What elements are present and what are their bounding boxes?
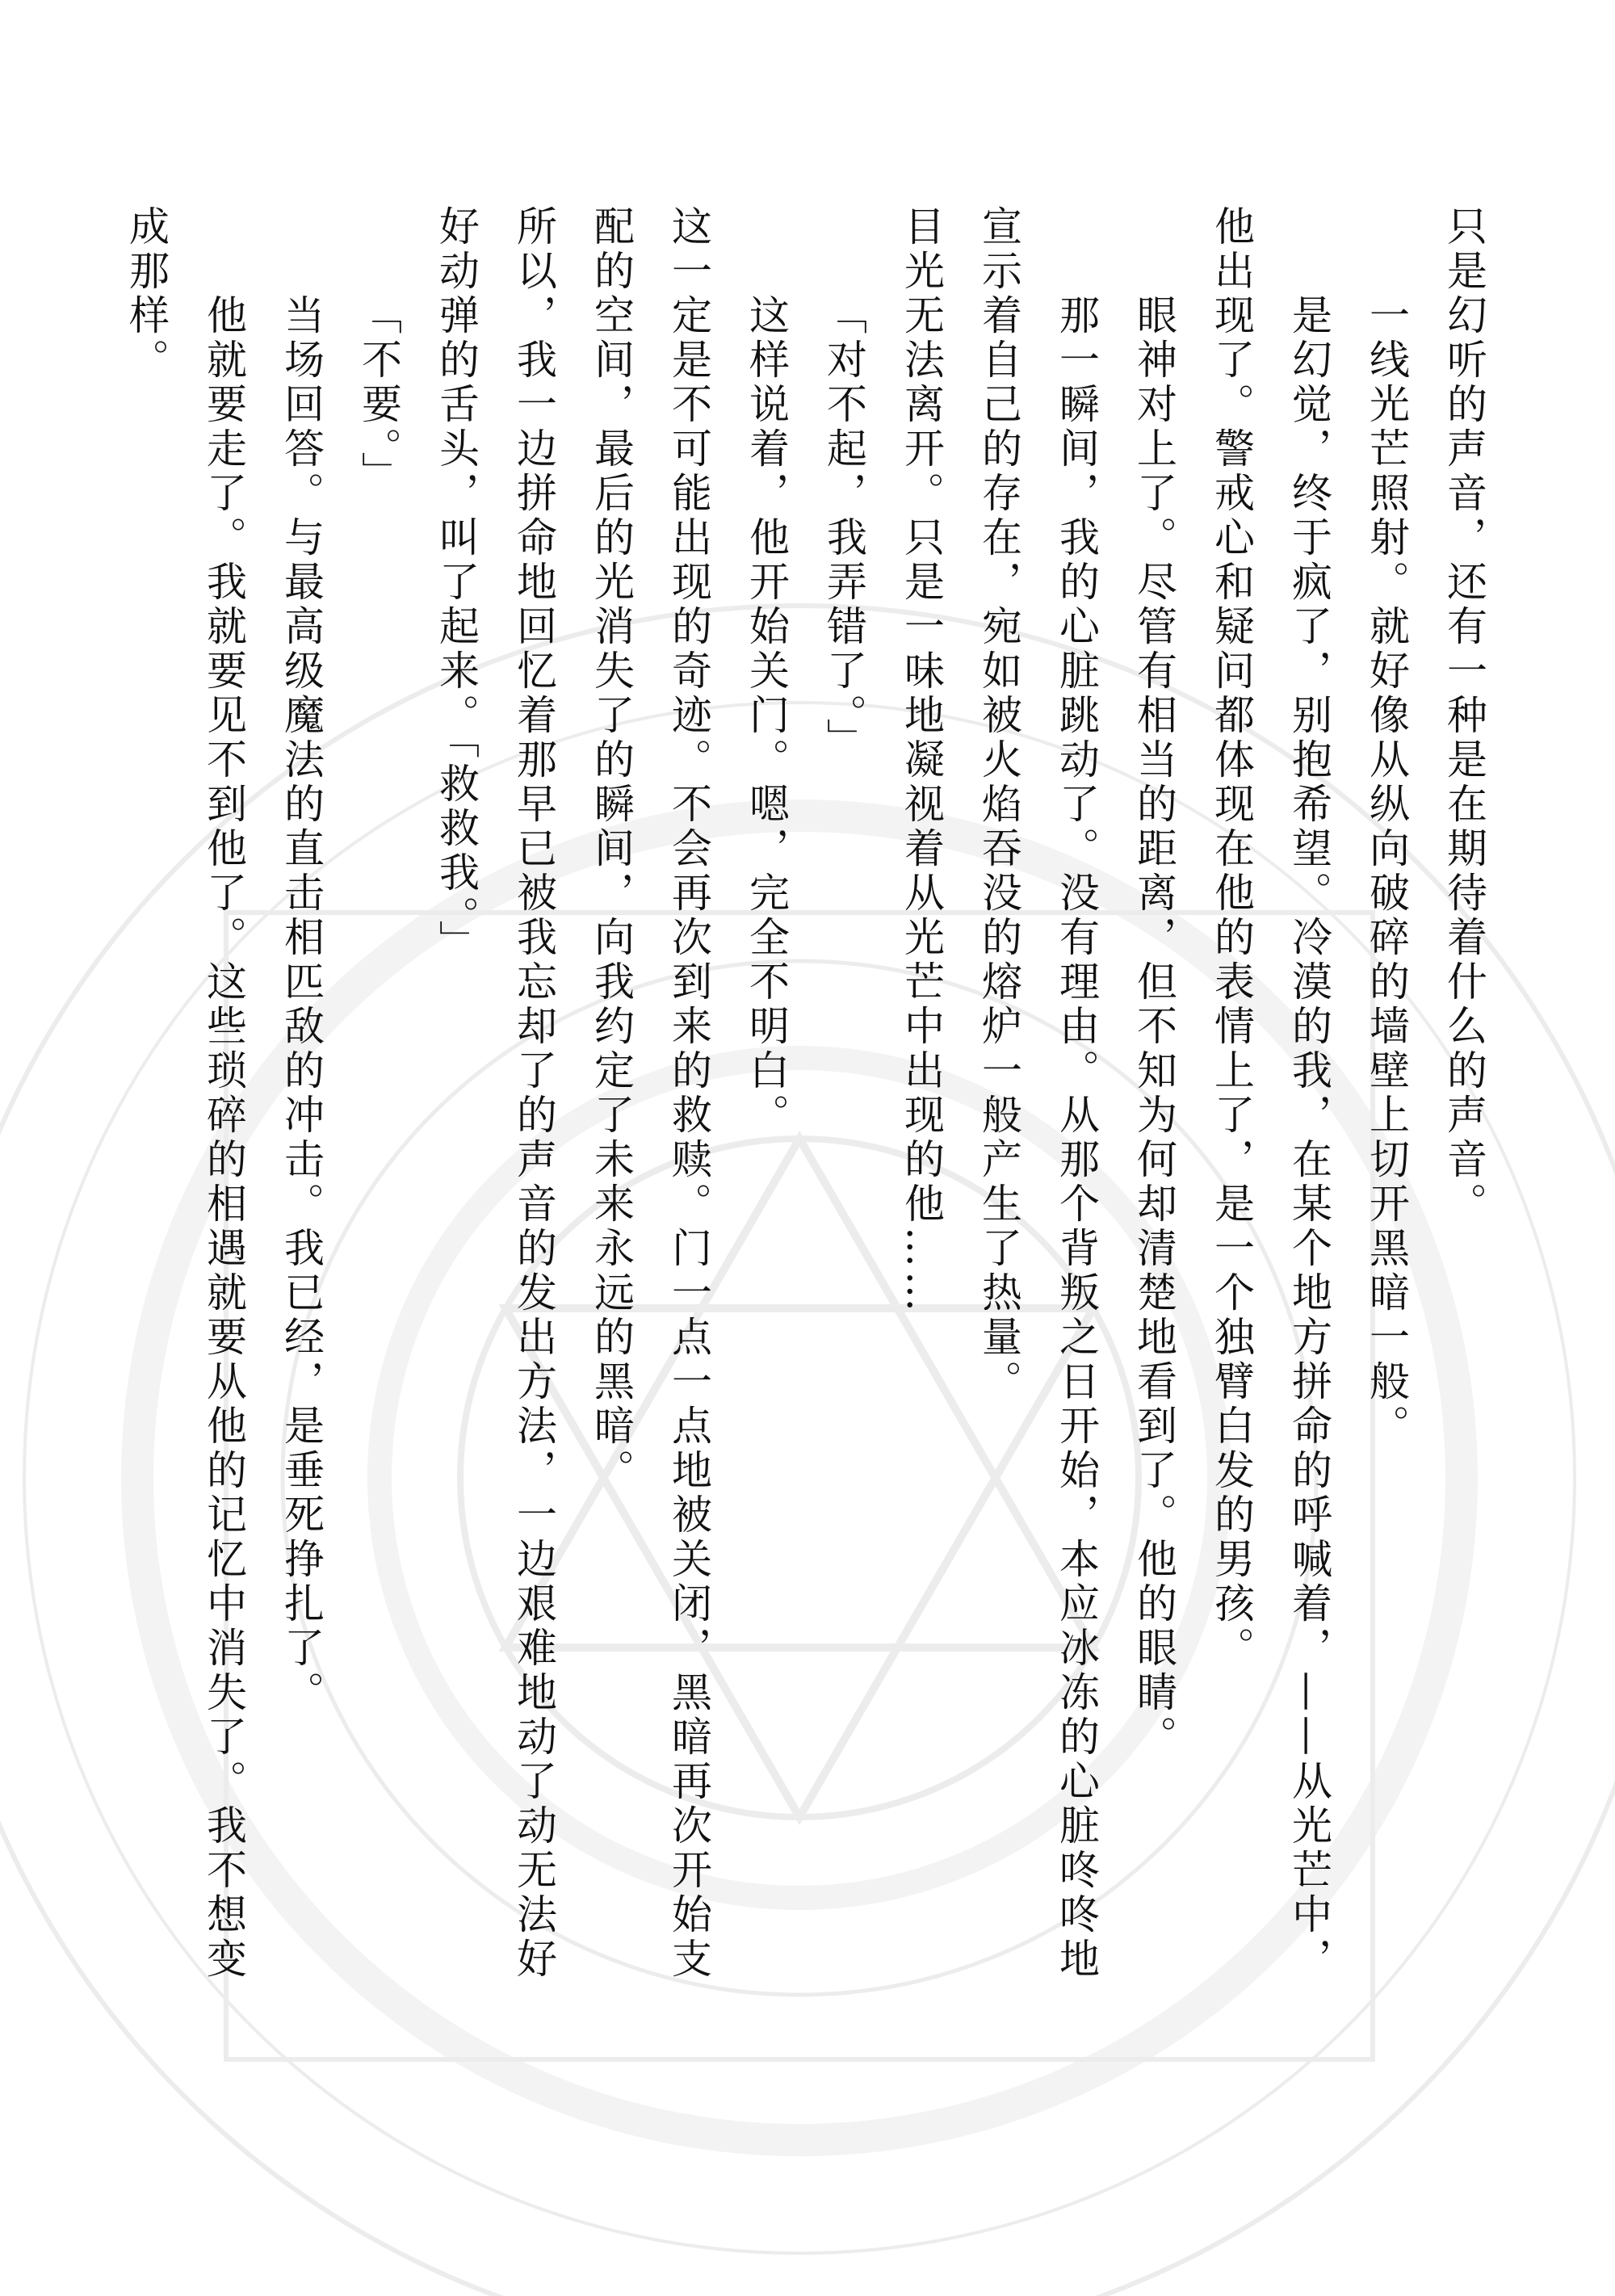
text-line: 这样说着，他开始关门。嗯，完全不明白。	[743, 294, 790, 1138]
vertical-text-body	[107, 205, 1503, 1998]
text-line: 所以，我一边拼命地回忆着那早已被我忘却了的声音的发出方法，一边艰难地动了动无法好	[510, 205, 557, 1982]
text-line: 宣示着自己的存在，宛如被火焰吞没的熔炉一般产生了热量。	[975, 205, 1022, 1404]
text-line: 当场回答。与最高级魔法的直击相匹敌的冲击。我已经，是垂死挣扎了。	[278, 294, 325, 1715]
text-line: 眼神对上了。尽管有相当的距离，但不知为何却清楚地看到了。他的眼睛。	[1130, 294, 1177, 1760]
text-line: 「对不起，我弄错了。」	[820, 294, 867, 762]
text-line: 「不要。」	[355, 294, 402, 496]
text-line: 是幻觉，终于疯了，别抱希望。冷漠的我，在某个地方拼命的呼喊着，——从光芒中，	[1286, 294, 1332, 1982]
text-line: 他就要走了。我就要见不到他了。这些琐碎的相遇就要从他的记忆中消失了。我不想变	[200, 294, 247, 1982]
text-line: 这一定是不可能出现的奇迹。不会再次到来的救赎。门一点一点地被关闭，黑暗再次开始支	[665, 205, 712, 1982]
text-line: 一线光芒照射。就好像从纵向破碎的墙壁上切开黑暗一般。	[1363, 294, 1410, 1449]
text-line: 那一瞬间，我的心脏跳动了。没有理由。从那个背叛之日开始，本应冰冻的心脏咚咚地	[1053, 294, 1100, 1982]
text-line: 成那样。	[123, 205, 170, 383]
text-line: 他出现了。警戒心和疑问都体现在他的表情上了，是一个独臂白发的男孩。	[1208, 205, 1255, 1671]
text-line: 配的空间，最后的光消失了的瞬间，向我约定了未来永远的黑暗。	[588, 205, 635, 1493]
text-line: 好动弹的舌头，叫了起来。「救救我。」	[433, 205, 480, 964]
text-line: 只是幻听的声音，还有一种是在期待着什么的声音。	[1441, 205, 1487, 1227]
text-line: 目光无法离开。只是一味地凝视着从光芒中出现的他……	[898, 205, 945, 1316]
